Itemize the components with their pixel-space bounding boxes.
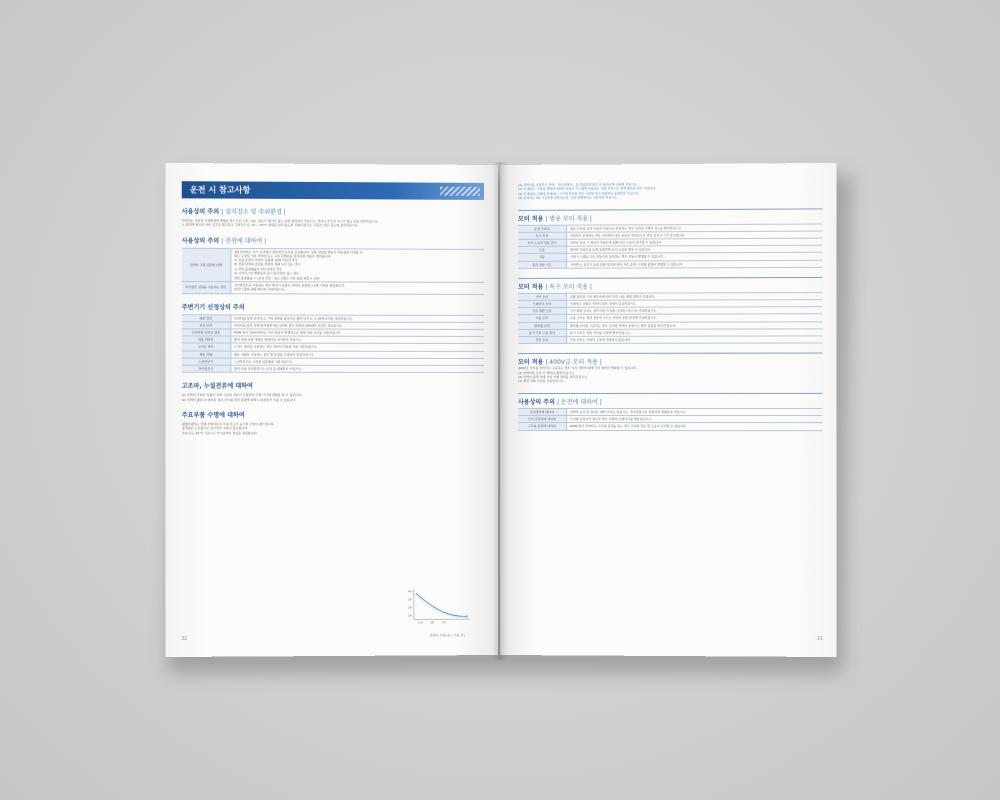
formula: 전압 불평형률 = (최대 전압 - 최소 전압) / 3상 평균 전압 × 100 [233, 276, 320, 281]
x-tick: 15 [441, 620, 446, 625]
peripheral-table [182, 314, 484, 373]
paragraph-line: 는 설치에 필요한 여유 공간을 확보하고 주위온도가 -10 ~ 50°C 범위를 넘지 않도록 주의하십시오. 진동이 적은 장소에 설치하십시오. [181, 222, 359, 228]
section-title: 사용상의 주의 [181, 208, 220, 216]
special-motor-table [518, 292, 822, 344]
row-label: 모터 급정지에 대하여 [518, 416, 566, 423]
general-motor-table [518, 223, 822, 269]
row-content [230, 248, 484, 282]
row-content: PWM 방식 인버터로 고주파 운전을 하는 경우 모터의 진동 및 소음이 증가할 수 있습니다. [566, 423, 822, 430]
cell-line: 범용인버터는 하기 조건에서 정상적인 동작을 보증합니다. 전원 전압의 변동이 허용범위 이내일 것 [233, 249, 363, 255]
row-label: 배선 접속 [182, 314, 231, 321]
y-tick: 20 [408, 605, 412, 610]
note-line: (3) 이 제품을 인명에 관계되는 기기에 적용할 경우 사전에 당사 영업부로 문의하여 주십시오. [517, 191, 640, 196]
row-content: 출력 측에 역률 개선용 콘덴서를 설치하지 마십시오. [230, 336, 484, 344]
row-content: 기어박스, 감속기 등의 윤활 방식에 따라 저속 운전 시 윤활 불량이 발생할 수 있습니다. [566, 260, 822, 268]
left-page [165, 163, 498, 657]
row-content: 인버터의 입력 단자 R, S, T에 전원을 접속하고 출력 단자 U, V, W에 모터를 접속하십시오. [230, 315, 484, 323]
paragraph-line: 평활콘덴서는 전해 콘덴서로서 주위 온도가 높으면 수명이 짧아집니다. [181, 422, 275, 427]
paragraph-line: (2) 인버터 출력 측 배선과 접지 사이의 정전 용량에 의해 누설전류가 흐를 수 있습니다. [181, 397, 297, 402]
paragraph-line: (1) 인버터 주회로 입출력 측에 고조파 성분이 포함되어 주변 기기에 영향을 줄 수 있습니다. [181, 393, 303, 398]
y-tick: 10 [408, 613, 412, 618]
row-label: 운전정지에 대하여 [518, 408, 566, 415]
paragraph-line: 주위 온도 40°C 기준으로 약 5년마다 점검을 권장합니다. [181, 431, 258, 436]
row-content [230, 282, 484, 294]
paragraph-line: (2) 인버터 출력 측에 서지 억제 필터를 설치하십시오. [517, 375, 588, 380]
row-label: 노이즈 필터 [182, 343, 231, 350]
section-heading: 고조파, 누설전류에 대하여 [181, 383, 253, 391]
row-label: 전자접촉기 [182, 365, 231, 372]
row-content: 수중 모터는 정격 전류가 크므로 인버터 용량 선정에 주의하십시오. [566, 314, 822, 322]
section-subtitle: | 범용 모터 적용 | [545, 215, 592, 223]
paragraph-line: (3) 절연 강화 모터를 사용하십시오. [517, 379, 565, 384]
row-label: 동력 전달 기구 [518, 261, 566, 268]
page-banner [182, 181, 484, 200]
row-label: 토크 특성 [518, 232, 566, 239]
cell-line: C) 전압 불평형률이 3% 이상인 경우 [233, 266, 283, 271]
table-row [182, 248, 484, 283]
row-label: 소음 [518, 246, 566, 253]
banner-stripes [440, 187, 480, 196]
paragraph-line: 400V급 모터를 인버터로 구동하는 경우 서지 전압에 의해 모터 절연이 열화될 수 있습니다. [517, 366, 638, 371]
row-content: PWM 방식 인버터에서는 서지 전압이 발생하므로 절연 강화 모터를 사용하십시오. [230, 329, 484, 337]
row-label: 누전차단기 [182, 358, 231, 365]
note-line: (2) 이 제품은 사람의 생명에 관련된 설비나 시스템에 사용되는 것을 목적으로 설계 제조된 것이 아닙니다. [517, 186, 656, 192]
row-content: 인버터로 운전하는 경우 저속에서 냉각 효과가 저하되므로 연속 운전 토크가 감소합니다. [566, 231, 822, 239]
paragraph-line: 인버터는 사용설 주위환경에 영향을 받으므로 고온, 다습, 결로가 생기지 않는 곳에 설치하여 주십시오. 먼지나 부식성 가스가 없는 곳을 선택하십시오. [181, 218, 379, 224]
section-heading [182, 206, 484, 217]
table-row [182, 365, 484, 373]
row-label: 차기절연 전원을 사용하는 경우 [182, 282, 231, 294]
page-number: 22 [181, 635, 187, 641]
row-content: 출력 측의 전자접촉기는 운전 중 개폐하지 마십시오. [230, 365, 484, 372]
row-label: 수중 모터 [518, 315, 566, 322]
row-label: 제동 저항 [182, 351, 231, 358]
row-content: 인버터의 입력 측에 전자접촉기를 설치한 경우 빈번한 ON/OFF 조작은 피하십시오. [230, 322, 484, 330]
section-title: 모터 적용 [517, 283, 544, 291]
row-label: 인버터와 모터간 접속 [182, 329, 231, 336]
row-content: 누전차단기는 고조파 대응형을 사용하십시오. [230, 358, 484, 366]
life-curve [416, 593, 468, 616]
table-row [518, 423, 822, 430]
right-page [500, 163, 837, 657]
paragraph-line: (1) 인버터와 모터 간 배선을 짧게 하십시오. [517, 370, 576, 375]
row-label: 극수 변환 모터 [518, 308, 566, 315]
note-line: (4) 인버터는 3상 교류전원 전용입니다. 단상 전원에서는 사용하지 마십시오. [517, 195, 619, 201]
banner-title: 운전 시 참고사항 [189, 185, 251, 195]
row-content: 인버터 운전 시 캐리어 주파수에 의해 모터 소음이 증가할 수 있습니다. [566, 238, 822, 246]
cell-line: 발전기 출력 파형 왜곡에 주의하십시오. [233, 287, 286, 292]
row-label: 고주파 운전에 대하여 [518, 423, 566, 430]
section-subtitle: | 특수 모터 적용 | [545, 283, 592, 291]
row-label: 역률 개선용 [182, 336, 231, 343]
cell-line: A) 전원 용량이 인버터 용량의 10배 이상인 경우 [233, 258, 298, 263]
y-tick: 40 [408, 589, 412, 594]
note-line: (1) 인버터를 사용하기 전에 「취급설명서」를 주의깊게 읽은 후 올바르게 사용해 주십시오. [517, 182, 638, 187]
row-label: 단상 모터 [518, 336, 566, 343]
row-label: 브레이크 모터 [518, 300, 566, 307]
row-content: 범용 모터의 정격 주파수 이상으로 운전하는 경우 모터의 기계적 강도를 확인하십시오. [566, 224, 822, 232]
row-label: 동기 모터 구동 검사 [518, 329, 566, 336]
table-row [182, 282, 484, 294]
section-title: 사용상의 주의 [181, 237, 220, 245]
table-row [518, 408, 822, 415]
section-subtitle: | 전원에 대하여 | [221, 237, 267, 245]
row-label: 조작 단자 [182, 322, 231, 329]
row-content: 단상 모터는 인버터 구동에 적합하지 않습니다. [566, 336, 822, 344]
x-tick: 10 [429, 620, 434, 625]
section-heading [518, 277, 822, 291]
x-tick: 2.5 [417, 620, 423, 625]
row-label: 운전 주파수 [518, 225, 566, 232]
section-title: 사용상의 주의 [517, 398, 555, 406]
section-subtitle: | 400V급 모터 적용 | [545, 359, 602, 367]
row-label: 기어 모터 [518, 293, 566, 300]
cell-line: 자가발전으로 사용하는 경우 발전기 용량은 인버터 용량의 1.5배 이상을 권장합니다. [233, 283, 345, 288]
book-gutter [492, 162, 508, 660]
cell-line: 회로 구성상 직류 리액터 또는 교류 리액터를 설치하면 역률이 개선됩니다. [233, 253, 332, 259]
section-heading: 주변기기 선정상의 주의 [181, 303, 245, 312]
graph-caption: 콘덴서 수명(년) / 주위 온도 [429, 633, 466, 638]
row-label: 모터 소음과 진동 증가 [518, 239, 566, 246]
section-heading [518, 208, 822, 223]
row-content: 브레이크 전원은 인버터 입력 측에서 공급하십시오. [566, 300, 822, 308]
row-content: 제동 저항을 사용하는 경우 열 용량을 고려하여 선정하십시오. [230, 351, 484, 359]
row-label: 인버터 교체 전원에 대해 [182, 248, 231, 282]
cell-line: D) 사이리스터 변환장치 등이 접속되어 있는 경우 [233, 270, 299, 276]
row-content: 극수 변환 모터는 정격 전류가 범용 모터와 다르므로 주의하십시오. [566, 307, 822, 315]
row-content: 노이즈 필터를 사용하는 경우 인버터 전용의 것을 사용하십시오. [230, 344, 484, 352]
row-content: 기계 시스템의 고유 진동수와 공진하는 경우 진동이 발생할 수 있습니다. [566, 253, 822, 261]
section-subtitle: | 설치장소 및 주위환경 | [221, 208, 286, 216]
row-content: 동기 모터는 적용 여부를 사전에 확인하십시오. [566, 329, 822, 337]
row-label: 진동 [518, 254, 566, 261]
life-graph [404, 585, 474, 627]
table-row [518, 416, 822, 423]
row-label: 방폭형 모터 [518, 322, 566, 329]
section-subtitle: | 운전에 대하여 | [557, 398, 602, 406]
table-row [518, 336, 822, 344]
row-content: 캐리어 주파수를 높게 설정하면 모터 소음을 줄일 수 있습니다. [566, 245, 822, 253]
row-content: 모터의 급정지가 필요한 경우 기계적 브레이크를 병용하십시오. [566, 416, 822, 423]
y-tick: 30 [408, 597, 412, 602]
section-title: 모터 적용 [517, 359, 544, 367]
cell-line: B) 전원 설비의 진상용 콘덴서 개폐 등이 있는 경우 [233, 262, 301, 267]
section-title: 모터 적용 [517, 215, 544, 223]
section-heading [518, 353, 822, 366]
section-heading [182, 235, 484, 245]
power-table [182, 248, 484, 295]
row-content: 인버터 운전 및 정지는 제어 단자로 하십시오. 전자접촉기로 빈번하게 개폐하지 마십시오. [566, 408, 822, 415]
paragraph-line: 냉각팬은 소모품으로 정기적인 교환이 필요합니다. [181, 426, 249, 431]
row-content: 윤활 방식과 기어 제조사에 따라 연속 사용 회전 범위가 다릅니다. [566, 292, 822, 300]
row-content: 방폭형 모터를 구동하는 경우 모터와 인버터 조합으로 방폭 검정을 받아야 합니다. [566, 321, 822, 329]
page-number: 23 [817, 635, 823, 641]
section-heading [518, 393, 822, 406]
operation-table [518, 408, 822, 431]
table-row [518, 260, 822, 268]
section-heading: 주요부품 수명에 대하여 [181, 412, 245, 420]
life-curve-secondary [416, 596, 468, 617]
